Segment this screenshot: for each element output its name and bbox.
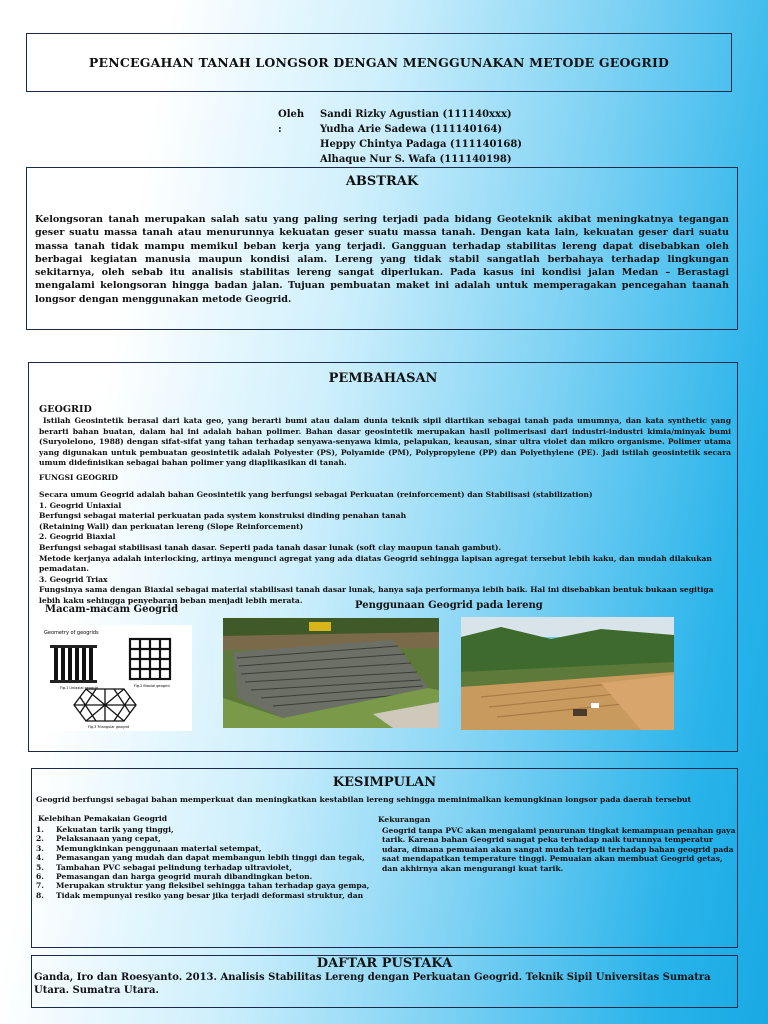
daftar-pustaka-text: Ganda, Iro dan Roesyanto. 2013. Analisis Stabilitas Lereng dengan Perkuatan Geogrid. Teknik Sipil Universitas Sumatra Utara. Sumatra Utara.: [34, 972, 711, 996]
fungsi-line: Berfungsi sebagai stabilisasi tanah dasar. Seperti pada tanah dasar lunak (soft clay maupun tanah gambut).: [39, 542, 502, 552]
list-item: 2. Pelaksanaan yang cepat,: [36, 834, 161, 844]
poster-title: PENCEGAHAN TANAH LONGSOR DENGAN MENGGUNAKAN METODE GEOGRID: [88, 55, 670, 70]
biaxial-geogrid-shape: [130, 639, 170, 679]
list-item: 1. Kekuatan tarik yang tinggi,: [36, 825, 174, 834]
list-item: 6. Pemasangan dan harga geogrid murah dibandingkan beton.: [36, 872, 313, 882]
diagram-label: Fig.1 Uniaxial geogrid: [60, 686, 98, 690]
fungsi-title: FUNGSI GEOGRID: [39, 473, 118, 482]
caption-geogrid-types: Macam-macam Geogrid: [45, 604, 179, 615]
authors-label: Oleh :: [278, 109, 305, 135]
daftar-pustaka-title: DAFTAR PUSTAKA: [316, 956, 453, 971]
fungsi-line: Metode kerjanya adalah interlocking, artinya mengunci agregat yang ada diatas Geogrid sehingga lapisan agregat tersebut lebih kaku, dan mudah dilakukan pemadatan.: [39, 553, 712, 574]
daftar-pustaka-section: [31, 955, 738, 1008]
slope-photo-1-svg: [223, 618, 439, 728]
geogrid-title: GEOGRID: [39, 404, 92, 415]
abstract-section: [26, 167, 738, 330]
disadvantages-title: Kekurangan: [378, 815, 431, 824]
geogrid-types-diagram: [40, 625, 192, 731]
kesimpulan-title: KESIMPULAN: [332, 775, 437, 790]
list-item: 8. Tidak mempunyai resiko yang besar jika terjadi deformasi struktur, dan: [36, 890, 364, 900]
slope-photo-2-svg: [461, 617, 674, 730]
abstract-title: ABSTRAK: [345, 174, 419, 189]
pembahasan-section: [28, 362, 738, 752]
slope-photo-2: [461, 617, 674, 730]
fungsi-line: 2. Geogrid Biaxial: [39, 532, 116, 542]
abstract-text: Kelongsoran tanah merupakan salah satu yang paling sering terjadi pada bidang Geoteknik akibat meningkatnya tegangan geser suatu massa tanah atau menurunnya kekuatan geser suatu massa tanah. Dengan kata lain, kekuatan geser dari suatu massa tanah tidak mampu memikul beban kerja yang terjadi. Gangguan terhadap stabilitas lereng dapat disebabkan oleh berbagai kegiatan manusia maupun kondisi alam. Lereng yang tidak stabil sangatlah berbahaya terhadap lingkungan sekitarnya, oleh sebab itu analisis stabilitas lereng sangat diperlukan. Pada kasus ini kondisi jalan Medan – Berastagi mengalami kelongsoran hingga badan jalan. Tujuan pembuatan maket ini adalah untuk memperagakan pencegahan taanah longsor dengan menggunakan metode Geogrid.: [35, 214, 729, 305]
author-name: Sandi Rizky Agustian (111140xxx): [320, 109, 512, 120]
fungsi-line: 3. Geogrid Triax: [39, 574, 108, 584]
advantages-title: Kelebihan Pemakaian Geogrid: [38, 814, 168, 823]
fungsi-line: Berfungsi sebagai material perkuatan pada system konstruksi dinding penahan tanah: [39, 511, 407, 521]
list-item: 5. Tambahan PVC sebagai pelindung terhadap ultraviolet,: [36, 862, 292, 872]
triangular-geogrid-shape: [74, 689, 136, 721]
diagram-label: Fig.2 Biaxial geogrid: [134, 684, 170, 688]
kesimpulan-section: [31, 768, 738, 948]
uniaxial-geogrid-shape: [50, 645, 97, 683]
list-item: 3. Memungkinkan penggunaan material setempat,: [36, 843, 262, 853]
fungsi-text: [39, 490, 731, 607]
list-item: 7. Merupakan struktur yang fleksibel sehingga tahan terhadap gaya gempa,: [36, 881, 370, 891]
author-name: Yudha Arie Sadewa (111140164): [320, 124, 503, 135]
list-item: 4. Pemasangan yang mudah dan dapat membangun lebih tinggi dan tegak,: [36, 853, 365, 863]
fungsi-line: (Retaining Wall) dan perkuatan lereng (Slope Reinforcement): [39, 521, 304, 531]
geogrid-text: Istilah Geosintetik berasal dari kata geo, yang berarti bumi atau dalam dunia teknik sipil diartikan sebagai tanah pada umumnya, dan kata synthetic yang berarti bahan buatan, dalam hal ini adalah bahan polimer. Bahan dasar geosintetik merupakan hasil polimerisasi dari industri-industri kimia/minyak bumi (Suryolelono, 1988) dengan sifat-sifat yang tahan terhadap senyawa-senyawa kimia, pelapukan, keausan, sinar ultra violet dan mikro organisme. Polimer utama yang digunakan untuk pembuatan geosintetik adalah Polyester (PS), Polyamide (PM), Polypropylene (PP) dan Polyethylene (PE). Jadi istilah geosintetik secara umum didefinisikan sebagai bahan polimer yang diaplikasikan di tanah.: [39, 416, 731, 468]
diagram-title: Geometry of geogrids: [44, 630, 99, 636]
caption-geogrid-use: Penggunaan Geogrid pada lereng: [355, 600, 543, 611]
author-name: Alhaque Nur S. Wafa (111140198): [320, 154, 512, 165]
advantages-list: [36, 825, 376, 900]
kesimpulan-text: Geogrid berfungsi sebagai bahan memperkuat dan meningkatkan kestabilan lereng sehingga meminimalkan kemungkinan longsor pada daerah tersebut: [36, 795, 692, 804]
title-box: [26, 33, 732, 92]
diagram-label: Fig.3 Triangular geogrid: [88, 725, 130, 729]
fungsi-line: Secara umum Geogrid adalah bahan Geosintetik yang berfungsi sebagai Perkuatan (reinforcement) dan Stabilisasi (stabilization): [39, 490, 593, 499]
author-list: [320, 107, 560, 167]
fungsi-line: 1. Geogrid Uniaxial: [39, 500, 122, 510]
slope-photo-1: [223, 618, 439, 728]
author-name: Heppy Chintya Padaga (111140168): [320, 139, 523, 150]
pembahasan-title: PEMBAHASAN: [328, 371, 438, 386]
disadvantages-text: Geogrid tanpa PVC akan mengalami penurunan tingkat kemampuan penahan gaya tarik. Karena bahan Geogrid sangat peka terhadap naik turunnya temperatur udara, dimana pemuaian akan sangat mudah terjadi terhadap bahan geogrid pada saat mendapatkan temperature tinggi. Pemuaian akan membuat Geogrid getas, dan akhirnya akan mengurangi kuat tarik.: [382, 826, 736, 873]
fungsi-line: Fungsinya sama dengan Biaxial sebagai material stabilisasi tanah dasar lunak, hanya saja performanya lebih baik. Hal ini disebabkan bentuk bukaan segitiga lebih kaku sehingga penyebaran beban menjadi lebih merata.: [39, 585, 714, 605]
geogrid-diagram-svg: [40, 625, 192, 731]
